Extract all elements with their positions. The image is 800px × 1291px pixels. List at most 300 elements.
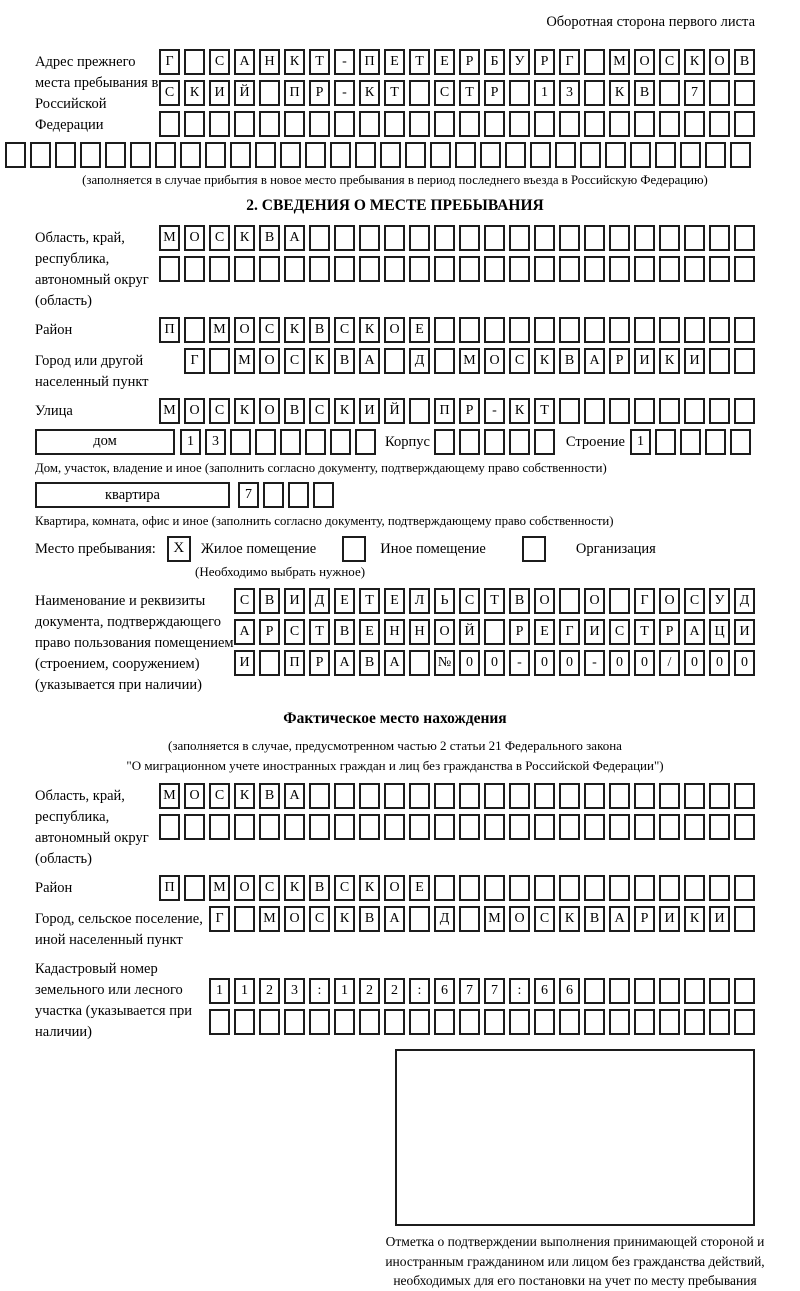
char-cell[interactable]: А	[234, 49, 255, 75]
char-cell[interactable]: М	[609, 49, 630, 75]
char-cell[interactable]: О	[184, 783, 205, 809]
char-cell[interactable]	[459, 875, 480, 901]
char-cell[interactable]: О	[184, 225, 205, 251]
char-cell[interactable]	[609, 978, 630, 1004]
char-cell[interactable]	[209, 256, 230, 282]
char-cell[interactable]: -	[509, 650, 530, 676]
char-cell[interactable]	[284, 814, 305, 840]
char-cell[interactable]	[734, 348, 755, 374]
char-cell[interactable]	[634, 398, 655, 424]
char-cell[interactable]: 1	[234, 978, 255, 1004]
char-cell[interactable]	[334, 1009, 355, 1035]
char-cell[interactable]	[334, 256, 355, 282]
char-cell[interactable]	[634, 225, 655, 251]
char-cell[interactable]: 2	[384, 978, 405, 1004]
char-cell[interactable]	[484, 1009, 505, 1035]
char-cell[interactable]	[434, 225, 455, 251]
char-cell[interactable]	[234, 814, 255, 840]
char-cell[interactable]: О	[259, 398, 280, 424]
char-cell[interactable]: С	[209, 49, 230, 75]
char-cell[interactable]: И	[684, 348, 705, 374]
char-cell[interactable]	[159, 256, 180, 282]
char-cell[interactable]	[309, 111, 330, 137]
char-cell[interactable]	[480, 142, 501, 168]
char-cell[interactable]	[334, 783, 355, 809]
char-cell[interactable]: 2	[359, 978, 380, 1004]
char-cell[interactable]: Б	[484, 49, 505, 75]
char-cell[interactable]	[259, 256, 280, 282]
char-cell[interactable]	[734, 875, 755, 901]
char-cell[interactable]	[409, 398, 430, 424]
char-cell[interactable]	[434, 256, 455, 282]
char-cell[interactable]: У	[509, 49, 530, 75]
char-cell[interactable]: 7	[684, 80, 705, 106]
char-cell[interactable]: У	[709, 588, 730, 614]
char-cell[interactable]: К	[534, 348, 555, 374]
char-cell[interactable]	[459, 1009, 480, 1035]
char-cell[interactable]	[184, 111, 205, 137]
char-cell[interactable]	[359, 111, 380, 137]
char-cell[interactable]: №	[434, 650, 455, 676]
char-cell[interactable]: П	[284, 650, 305, 676]
char-cell[interactable]: :	[409, 978, 430, 1004]
char-cell[interactable]: С	[234, 588, 255, 614]
char-cell[interactable]: 0	[559, 650, 580, 676]
char-cell[interactable]: С	[309, 398, 330, 424]
char-cell[interactable]	[459, 111, 480, 137]
char-cell[interactable]: Т	[409, 49, 430, 75]
char-cell[interactable]	[434, 111, 455, 137]
char-cell[interactable]	[409, 814, 430, 840]
char-cell[interactable]: Н	[384, 619, 405, 645]
char-cell[interactable]	[434, 317, 455, 343]
char-cell[interactable]	[409, 906, 430, 932]
char-cell[interactable]	[509, 256, 530, 282]
char-cell[interactable]	[409, 111, 430, 137]
char-cell[interactable]: Р	[634, 906, 655, 932]
char-cell[interactable]	[155, 142, 176, 168]
char-cell[interactable]: Д	[409, 348, 430, 374]
char-cell[interactable]: В	[634, 80, 655, 106]
char-cell[interactable]: К	[684, 906, 705, 932]
char-cell[interactable]	[409, 1009, 430, 1035]
char-cell[interactable]	[559, 111, 580, 137]
char-cell[interactable]: 0	[609, 650, 630, 676]
char-cell[interactable]: В	[334, 348, 355, 374]
char-cell[interactable]	[709, 317, 730, 343]
char-cell[interactable]: Т	[534, 398, 555, 424]
char-cell[interactable]	[509, 814, 530, 840]
char-cell[interactable]	[530, 142, 551, 168]
char-cell[interactable]	[459, 814, 480, 840]
char-cell[interactable]: В	[309, 317, 330, 343]
char-cell[interactable]: К	[509, 398, 530, 424]
char-cell[interactable]	[559, 225, 580, 251]
char-cell[interactable]	[430, 142, 451, 168]
char-cell[interactable]	[684, 1009, 705, 1035]
char-cell[interactable]: Д	[434, 906, 455, 932]
char-cell[interactable]	[734, 80, 755, 106]
char-cell[interactable]: И	[634, 348, 655, 374]
char-cell[interactable]: О	[509, 906, 530, 932]
char-cell[interactable]: Г	[559, 49, 580, 75]
char-cell[interactable]: Р	[509, 619, 530, 645]
char-cell[interactable]: К	[684, 49, 705, 75]
char-cell[interactable]	[509, 875, 530, 901]
char-cell[interactable]	[534, 429, 555, 455]
char-cell[interactable]: К	[309, 348, 330, 374]
char-cell[interactable]: К	[234, 398, 255, 424]
char-cell[interactable]: 3	[284, 978, 305, 1004]
char-cell[interactable]	[434, 348, 455, 374]
char-cell[interactable]	[130, 142, 151, 168]
char-cell[interactable]	[384, 1009, 405, 1035]
char-cell[interactable]	[609, 1009, 630, 1035]
char-cell[interactable]: И	[359, 398, 380, 424]
char-cell[interactable]: С	[609, 619, 630, 645]
char-cell[interactable]	[709, 348, 730, 374]
char-cell[interactable]: О	[709, 49, 730, 75]
char-cell[interactable]: В	[509, 588, 530, 614]
char-cell[interactable]	[634, 783, 655, 809]
char-cell[interactable]	[409, 783, 430, 809]
char-cell[interactable]: О	[184, 398, 205, 424]
char-cell[interactable]	[659, 1009, 680, 1035]
char-cell[interactable]	[609, 111, 630, 137]
char-cell[interactable]: :	[509, 978, 530, 1004]
char-cell[interactable]: М	[234, 348, 255, 374]
char-cell[interactable]	[484, 256, 505, 282]
char-cell[interactable]: 2	[259, 978, 280, 1004]
char-cell[interactable]: -	[334, 80, 355, 106]
char-cell[interactable]	[684, 978, 705, 1004]
char-cell[interactable]	[459, 256, 480, 282]
char-cell[interactable]: К	[284, 875, 305, 901]
char-cell[interactable]: О	[484, 348, 505, 374]
char-cell[interactable]	[434, 814, 455, 840]
char-cell[interactable]	[105, 142, 126, 168]
char-cell[interactable]	[334, 111, 355, 137]
char-cell[interactable]: А	[684, 619, 705, 645]
char-cell[interactable]: М	[209, 875, 230, 901]
char-cell[interactable]: С	[284, 619, 305, 645]
char-cell[interactable]	[709, 225, 730, 251]
char-cell[interactable]	[484, 875, 505, 901]
char-cell[interactable]	[734, 978, 755, 1004]
char-cell[interactable]	[534, 875, 555, 901]
char-cell[interactable]	[659, 256, 680, 282]
char-cell[interactable]	[509, 80, 530, 106]
char-cell[interactable]: И	[709, 906, 730, 932]
char-cell[interactable]	[559, 1009, 580, 1035]
char-cell[interactable]: Р	[659, 619, 680, 645]
char-cell[interactable]	[280, 142, 301, 168]
char-cell[interactable]	[30, 142, 51, 168]
char-cell[interactable]	[609, 317, 630, 343]
char-cell[interactable]: М	[209, 317, 230, 343]
char-cell[interactable]: В	[734, 49, 755, 75]
char-cell[interactable]: А	[234, 619, 255, 645]
char-cell[interactable]: 7	[484, 978, 505, 1004]
char-cell[interactable]	[259, 111, 280, 137]
char-cell[interactable]: Е	[434, 49, 455, 75]
char-cell[interactable]	[459, 225, 480, 251]
char-cell[interactable]	[434, 429, 455, 455]
char-cell[interactable]: Р	[534, 49, 555, 75]
char-cell[interactable]: А	[384, 906, 405, 932]
char-cell[interactable]	[734, 256, 755, 282]
char-cell[interactable]	[205, 142, 226, 168]
char-cell[interactable]	[709, 398, 730, 424]
char-cell[interactable]	[280, 429, 301, 455]
char-cell[interactable]: Н	[409, 619, 430, 645]
char-cell[interactable]: А	[284, 783, 305, 809]
char-cell[interactable]: Г	[634, 588, 655, 614]
char-cell[interactable]: 0	[459, 650, 480, 676]
char-cell[interactable]	[655, 142, 676, 168]
char-cell[interactable]: С	[684, 588, 705, 614]
char-cell[interactable]	[355, 142, 376, 168]
char-cell[interactable]: К	[659, 348, 680, 374]
char-cell[interactable]	[534, 225, 555, 251]
char-cell[interactable]	[534, 317, 555, 343]
char-cell[interactable]	[259, 650, 280, 676]
char-cell[interactable]: В	[559, 348, 580, 374]
char-cell[interactable]	[409, 256, 430, 282]
char-cell[interactable]: С	[459, 588, 480, 614]
char-cell[interactable]	[184, 317, 205, 343]
char-cell[interactable]: В	[334, 619, 355, 645]
char-cell[interactable]	[559, 256, 580, 282]
char-cell[interactable]	[509, 1009, 530, 1035]
char-cell[interactable]	[509, 317, 530, 343]
char-cell[interactable]: Е	[409, 875, 430, 901]
char-cell[interactable]: -	[484, 398, 505, 424]
char-cell[interactable]: 0	[484, 650, 505, 676]
char-cell[interactable]: Т	[309, 619, 330, 645]
char-cell[interactable]: А	[609, 906, 630, 932]
char-cell[interactable]: С	[284, 348, 305, 374]
char-cell[interactable]	[230, 429, 251, 455]
char-cell[interactable]: 6	[434, 978, 455, 1004]
char-cell[interactable]: В	[284, 398, 305, 424]
char-cell[interactable]	[634, 875, 655, 901]
char-cell[interactable]	[288, 482, 309, 508]
char-cell[interactable]	[684, 398, 705, 424]
char-cell[interactable]	[255, 142, 276, 168]
char-cell[interactable]	[634, 111, 655, 137]
char-cell[interactable]: П	[359, 49, 380, 75]
char-cell[interactable]: В	[584, 906, 605, 932]
char-cell[interactable]	[534, 814, 555, 840]
char-cell[interactable]	[359, 814, 380, 840]
char-cell[interactable]: Д	[309, 588, 330, 614]
char-cell[interactable]: Й	[234, 80, 255, 106]
organization-checkbox[interactable]	[522, 536, 546, 562]
char-cell[interactable]	[409, 225, 430, 251]
char-cell[interactable]: В	[359, 906, 380, 932]
char-cell[interactable]: М	[484, 906, 505, 932]
char-cell[interactable]: С	[259, 875, 280, 901]
char-cell[interactable]	[584, 80, 605, 106]
char-cell[interactable]	[559, 814, 580, 840]
char-cell[interactable]: Е	[384, 588, 405, 614]
char-cell[interactable]: О	[234, 875, 255, 901]
char-cell[interactable]: Е	[409, 317, 430, 343]
char-cell[interactable]: Ц	[709, 619, 730, 645]
char-cell[interactable]	[484, 429, 505, 455]
char-cell[interactable]	[384, 814, 405, 840]
char-cell[interactable]: Г	[184, 348, 205, 374]
char-cell[interactable]	[709, 256, 730, 282]
char-cell[interactable]	[659, 814, 680, 840]
char-cell[interactable]: М	[159, 398, 180, 424]
char-cell[interactable]	[734, 111, 755, 137]
char-cell[interactable]	[309, 1009, 330, 1035]
char-cell[interactable]: 6	[559, 978, 580, 1004]
char-cell[interactable]: Р	[259, 619, 280, 645]
char-cell[interactable]: О	[434, 619, 455, 645]
char-cell[interactable]	[209, 1009, 230, 1035]
char-cell[interactable]	[55, 142, 76, 168]
char-cell[interactable]: Т	[309, 49, 330, 75]
char-cell[interactable]: Р	[459, 398, 480, 424]
char-cell[interactable]: С	[509, 348, 530, 374]
char-cell[interactable]	[534, 256, 555, 282]
char-cell[interactable]	[159, 814, 180, 840]
char-cell[interactable]: К	[359, 875, 380, 901]
char-cell[interactable]	[584, 111, 605, 137]
char-cell[interactable]: Й	[459, 619, 480, 645]
char-cell[interactable]: 1	[180, 429, 201, 455]
char-cell[interactable]	[359, 256, 380, 282]
char-cell[interactable]: Е	[359, 619, 380, 645]
char-cell[interactable]	[709, 80, 730, 106]
other-premises-checkbox[interactable]	[342, 536, 366, 562]
char-cell[interactable]	[559, 398, 580, 424]
char-cell[interactable]	[655, 429, 676, 455]
char-cell[interactable]	[384, 783, 405, 809]
char-cell[interactable]: Д	[734, 588, 755, 614]
char-cell[interactable]	[484, 225, 505, 251]
char-cell[interactable]	[609, 588, 630, 614]
char-cell[interactable]	[684, 225, 705, 251]
char-cell[interactable]: М	[159, 783, 180, 809]
char-cell[interactable]	[634, 814, 655, 840]
char-cell[interactable]	[509, 429, 530, 455]
char-cell[interactable]	[309, 783, 330, 809]
char-cell[interactable]: С	[434, 80, 455, 106]
char-cell[interactable]: Ь	[434, 588, 455, 614]
char-cell[interactable]: А	[359, 348, 380, 374]
char-cell[interactable]: И	[209, 80, 230, 106]
char-cell[interactable]	[313, 482, 334, 508]
char-cell[interactable]	[284, 1009, 305, 1035]
char-cell[interactable]	[634, 978, 655, 1004]
char-cell[interactable]: М	[459, 348, 480, 374]
char-cell[interactable]	[734, 783, 755, 809]
char-cell[interactable]	[584, 783, 605, 809]
char-cell[interactable]	[384, 111, 405, 137]
char-cell[interactable]: Р	[459, 49, 480, 75]
char-cell[interactable]	[434, 875, 455, 901]
char-cell[interactable]	[505, 142, 526, 168]
char-cell[interactable]	[409, 80, 430, 106]
char-cell[interactable]	[659, 398, 680, 424]
char-cell[interactable]	[284, 111, 305, 137]
char-cell[interactable]: Р	[609, 348, 630, 374]
char-cell[interactable]	[384, 225, 405, 251]
char-cell[interactable]: С	[659, 49, 680, 75]
char-cell[interactable]	[534, 783, 555, 809]
char-cell[interactable]: В	[259, 225, 280, 251]
char-cell[interactable]	[734, 906, 755, 932]
char-cell[interactable]: В	[359, 650, 380, 676]
char-cell[interactable]: О	[659, 588, 680, 614]
char-cell[interactable]	[234, 111, 255, 137]
char-cell[interactable]: И	[234, 650, 255, 676]
char-cell[interactable]: К	[334, 906, 355, 932]
char-cell[interactable]: С	[209, 398, 230, 424]
char-cell[interactable]: О	[384, 317, 405, 343]
char-cell[interactable]: О	[234, 317, 255, 343]
char-cell[interactable]: Р	[309, 650, 330, 676]
char-cell[interactable]: 3	[205, 429, 226, 455]
char-cell[interactable]	[330, 142, 351, 168]
char-cell[interactable]	[684, 875, 705, 901]
char-cell[interactable]: С	[534, 906, 555, 932]
char-cell[interactable]	[309, 256, 330, 282]
char-cell[interactable]: В	[259, 588, 280, 614]
char-cell[interactable]	[630, 142, 651, 168]
char-cell[interactable]	[305, 429, 326, 455]
char-cell[interactable]	[209, 111, 230, 137]
char-cell[interactable]	[184, 814, 205, 840]
char-cell[interactable]	[709, 814, 730, 840]
char-cell[interactable]	[459, 783, 480, 809]
char-cell[interactable]: Л	[409, 588, 430, 614]
char-cell[interactable]: 0	[684, 650, 705, 676]
char-cell[interactable]	[555, 142, 576, 168]
char-cell[interactable]	[309, 814, 330, 840]
char-cell[interactable]	[309, 225, 330, 251]
char-cell[interactable]: М	[159, 225, 180, 251]
char-cell[interactable]	[680, 429, 701, 455]
char-cell[interactable]	[184, 49, 205, 75]
char-cell[interactable]	[584, 398, 605, 424]
char-cell[interactable]	[334, 225, 355, 251]
char-cell[interactable]: 0	[534, 650, 555, 676]
char-cell[interactable]	[584, 875, 605, 901]
char-cell[interactable]	[384, 256, 405, 282]
char-cell[interactable]: С	[159, 80, 180, 106]
char-cell[interactable]: 0	[734, 650, 755, 676]
char-cell[interactable]: К	[234, 783, 255, 809]
char-cell[interactable]: 1	[534, 80, 555, 106]
char-cell[interactable]	[355, 429, 376, 455]
residential-checkbox[interactable]: X	[167, 536, 191, 562]
char-cell[interactable]	[634, 1009, 655, 1035]
char-cell[interactable]	[584, 256, 605, 282]
char-cell[interactable]: Е	[334, 588, 355, 614]
char-cell[interactable]: О	[384, 875, 405, 901]
char-cell[interactable]: Р	[309, 80, 330, 106]
char-cell[interactable]	[359, 1009, 380, 1035]
char-cell[interactable]	[484, 317, 505, 343]
char-cell[interactable]	[5, 142, 26, 168]
char-cell[interactable]: 1	[209, 978, 230, 1004]
char-cell[interactable]: -	[584, 650, 605, 676]
